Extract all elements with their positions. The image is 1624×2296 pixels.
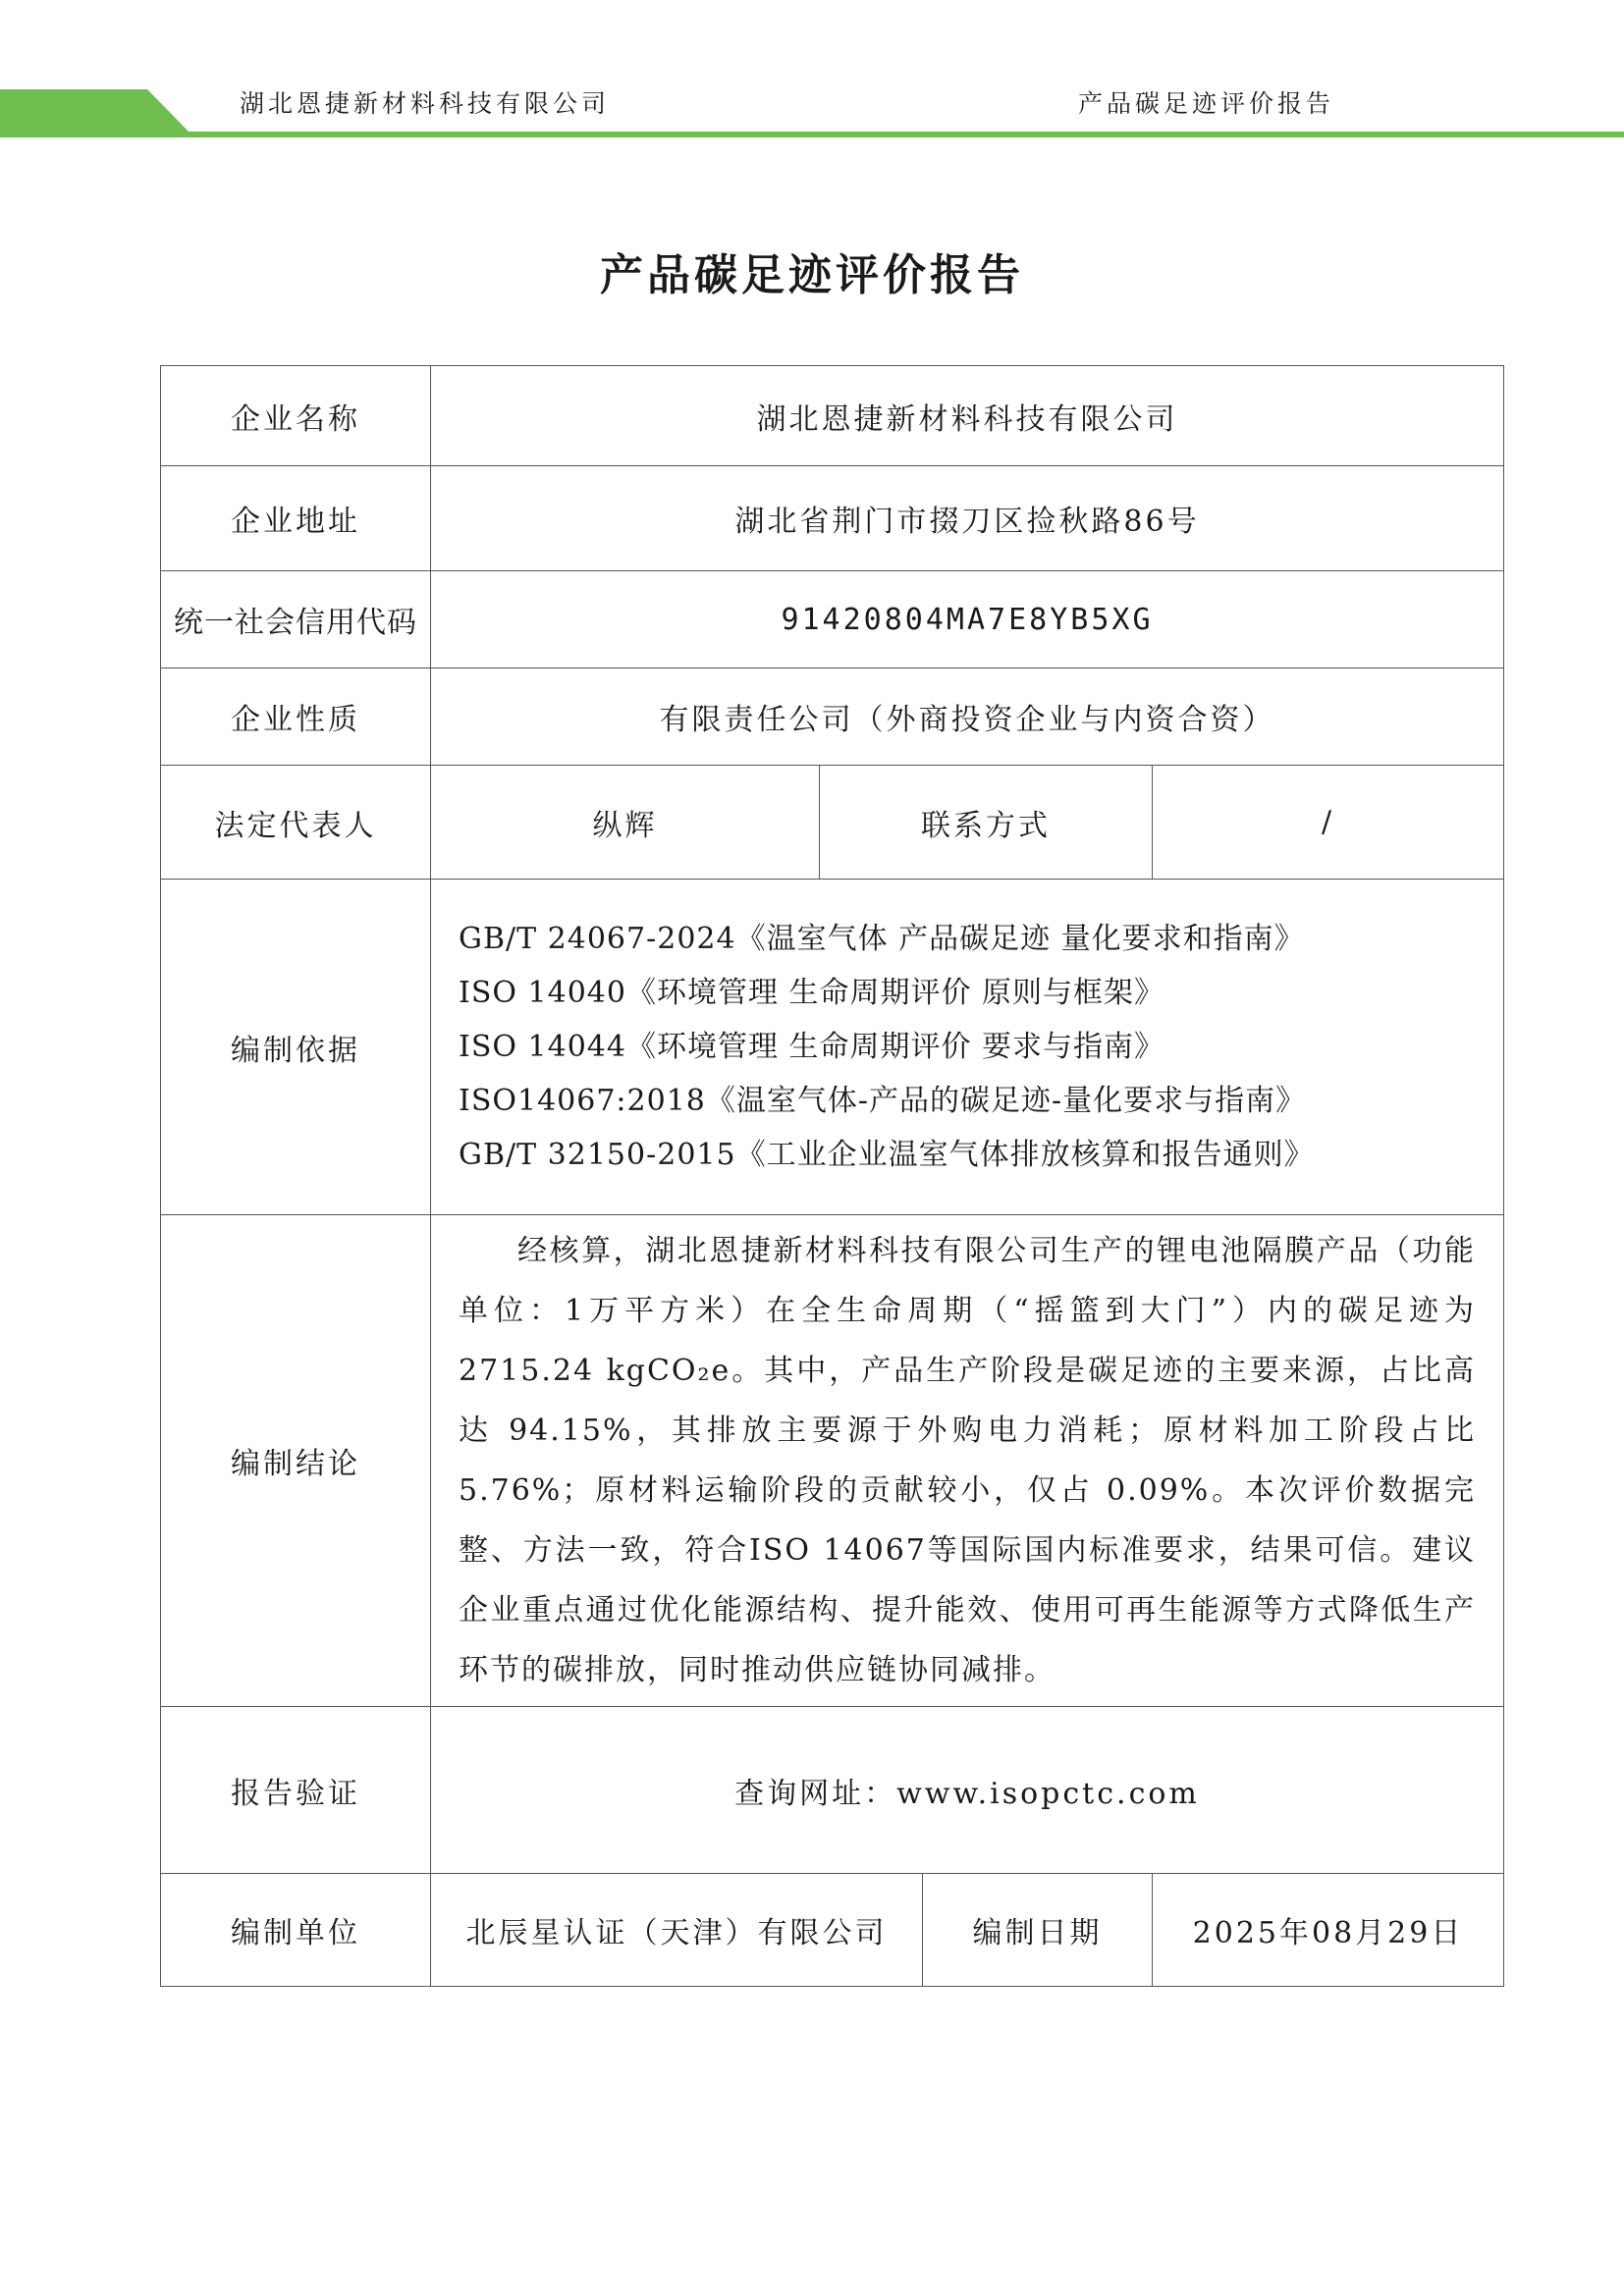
- basis-item: ISO 14040《环境管理 生命周期评价 原则与框架》: [459, 976, 1165, 1010]
- conclusion-cell: [431, 1215, 1504, 1707]
- credit-code-value: 91420804MA7E8YB5XG: [431, 571, 1504, 668]
- basis-item: GB/T 32150-2015《工业企业温室气体排放核算和报告通则》: [459, 1138, 1315, 1172]
- page-header: [0, 0, 1624, 142]
- nature-label: 企业性质: [161, 668, 431, 766]
- header-report-type: 产品碳足迹评价报告: [1078, 89, 1335, 118]
- row-legal-rep: [161, 766, 1504, 880]
- header-accent-tab: [0, 89, 192, 135]
- conclusion-label: 编制结论: [161, 1215, 431, 1707]
- basis-item: ISO 14044《环境管理 生命周期评价 要求与指南》: [459, 1030, 1165, 1064]
- address-label: 企业地址: [161, 466, 431, 571]
- row-address: [161, 466, 1504, 571]
- row-conclusion: [161, 1215, 1504, 1707]
- basis-list: [431, 880, 1504, 1215]
- row-basis: [161, 880, 1504, 1215]
- basis-label: 编制依据: [161, 880, 431, 1215]
- company-name-value: 湖北恩捷新材料科技有限公司: [431, 366, 1504, 466]
- legal-rep-label: 法定代表人: [161, 766, 431, 880]
- row-credit-code: [161, 571, 1504, 668]
- row-compiler: [161, 1874, 1504, 1987]
- basis-item: ISO14067:2018《温室气体-产品的碳足迹-量化要求与指南》: [459, 1084, 1307, 1118]
- verification-url[interactable]: 查询网址：www.isopctc.com: [431, 1707, 1504, 1874]
- legal-rep-value: 纵辉: [431, 766, 820, 880]
- credit-code-label: 统一社会信用代码: [161, 571, 431, 668]
- header-company: 湖北恩捷新材料科技有限公司: [240, 89, 611, 118]
- compiler-label: 编制单位: [161, 1874, 431, 1987]
- page-title: 产品碳足迹评价报告: [600, 250, 1024, 300]
- nature-value: 有限责任公司（外商投资企业与内资合资）: [431, 668, 1504, 766]
- row-verification: [161, 1707, 1504, 1874]
- basis-item: GB/T 24067-2024《温室气体 产品碳足迹 量化要求和指南》: [459, 922, 1305, 956]
- conclusion-text: 经核算，湖北恩捷新材料科技有限公司生产的锂电池隔膜产品（功能单位：1万平方米）在全生命周期（“摇篮到大门”）内的碳足迹为 2715.24 kgCO₂e。其中，产品生产阶段是碳足迹的主要来源，占比高达 94.15%，其排放主要源于外购电力消耗；原材料加工阶段占比 5.76%；原材料运输阶段的贡献较小，仅占 0.09%。本次评价数据完整、方法一致，符合ISO 14067等国际国内标准要求，结果可信。建议企业重点通过优化能源结构、提升能效、使用可再生能源等方式降低生产环节的碳排放，同时推动供应链协同减排。: [459, 1234, 1476, 1687]
- compiler-value: 北辰星认证（天津）有限公司: [431, 1874, 923, 1987]
- date-label: 编制日期: [923, 1874, 1153, 1987]
- date-value: 2025年08月29日: [1153, 1874, 1504, 1987]
- contact-value: /: [1153, 766, 1504, 880]
- address-value: 湖北省荆门市掇刀区捡秋路86号: [431, 466, 1504, 571]
- contact-label: 联系方式: [820, 766, 1153, 880]
- company-name-label: 企业名称: [161, 366, 431, 466]
- row-company-name: [161, 366, 1504, 466]
- report-info-table: [160, 365, 1504, 1987]
- row-nature: [161, 668, 1504, 766]
- verification-label: 报告验证: [161, 1707, 431, 1874]
- header-rule: [0, 132, 1624, 137]
